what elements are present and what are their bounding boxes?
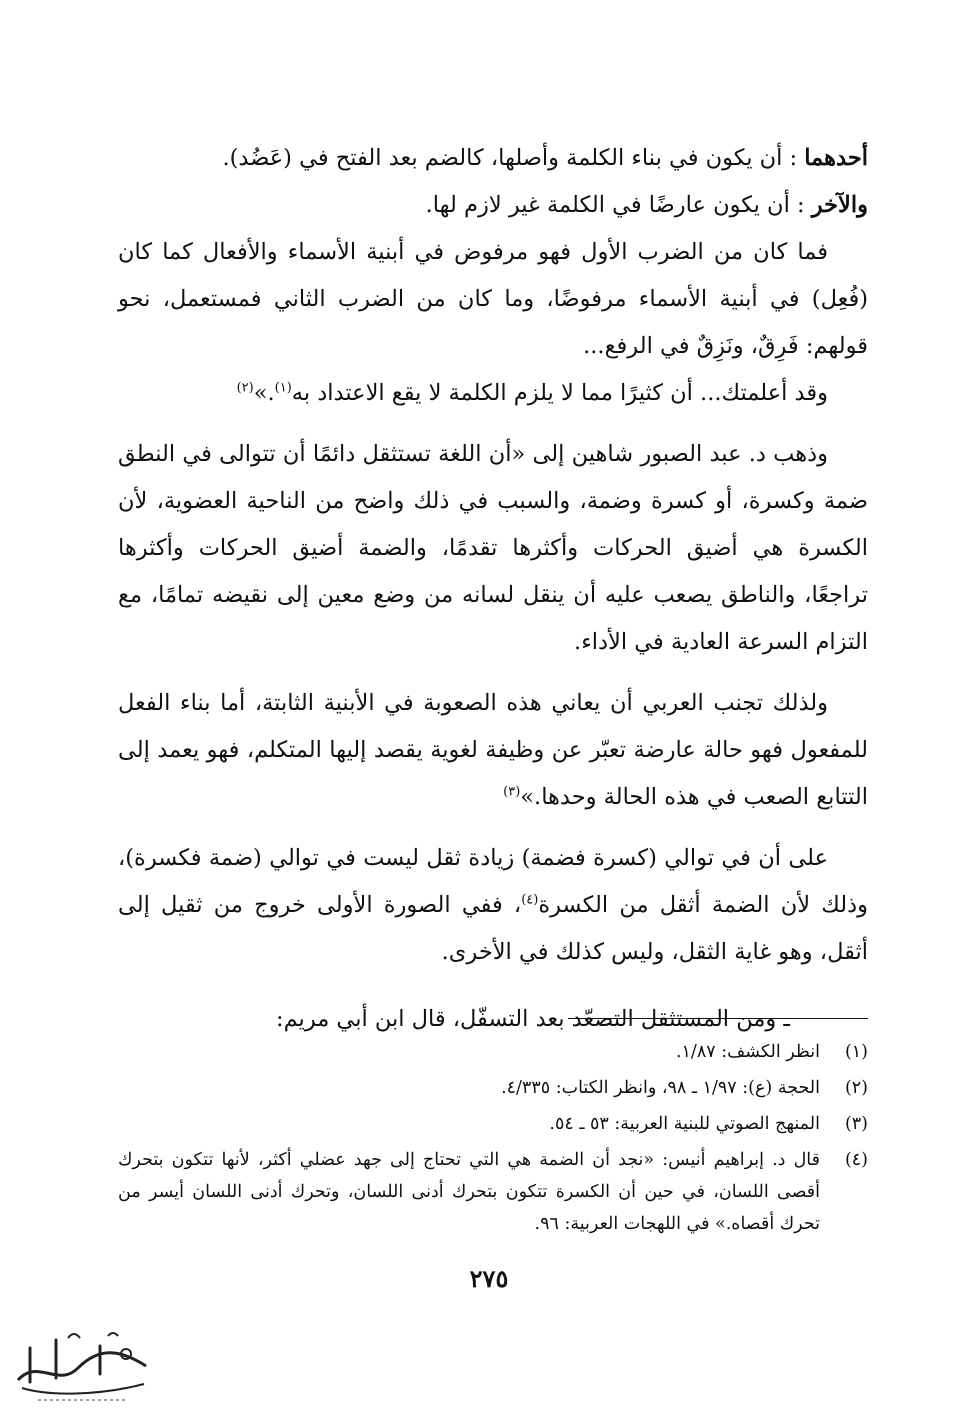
page-number: ٢٧٥ [469,1264,509,1293]
paragraph-text: فما كان من الضرب الأول فهو مرفوض في أبنية الأسماء والأفعال كما كان (فُعِل) في أبنية الأسماء مرفوضًا، وما كان من الضرب الثاني فمستعمل، نحو قولهم: فَرِقٌ، ونَزِقٌ في الرفع... [118,239,868,359]
footnote-number: (٢) [844,1078,868,1098]
paragraph-text: ولذلك تجنب العربي أن يعاني هذه الصعوبة في الأبنية الثابتة، أما بناء الفعل للمفعول فهو حالة عارضة تعبّر عن وظيفة لغوية يقصد إليها المتكلم، فهو يعمد إلى التتابع الصعب في هذه الحالة وحدها.» [118,690,868,810]
footnote-2 [118,1072,868,1104]
footnote-ref-2[interactable]: (٢) [236,380,254,396]
paragraph-4 [118,370,868,417]
paragraph-text: : أن يكون عارضًا في الكلمة غير لازم لها. [425,192,812,218]
paragraph-6 [118,680,868,821]
footnote-ref-1[interactable]: (١) [274,380,292,396]
footnote-ref-4[interactable]: (٤) [521,892,539,908]
paragraph-1 [118,135,868,182]
lead-word: والآخر [811,192,868,218]
footnote-text: الحجة (ع): ١/٩٧ ـ ٩٨، وانظر الكتاب: ٤/٣٣٥. [501,1078,820,1098]
paragraph-text: .» [253,380,275,406]
paragraph-text: ، ففي الصورة الأولى خروج من ثقيل إلى أثقل، وهو غاية الثقل، وليس كذلك في الأخرى. [118,892,868,965]
footnote-number: (١) [844,1042,868,1062]
calligraphy-stamp-icon [8,1318,156,1408]
footnote-number: (٤) [844,1150,868,1170]
footnote-text: المنهج الصوتي للبنية العربية: ٥٣ ـ ٥٤. [549,1114,820,1134]
paragraph-text: : أن يكون في بناء الكلمة وأصلها، كالضم بعد الفتح في (عَضُد). [222,145,805,171]
paragraph-text: وذهب د. عبد الصبور شاهين إلى «أن اللغة تستثقل دائمًا أن تتوالى في النطق ضمة وكسرة، أو كسرة وضمة، والسبب في ذلك واضح من الناحية العضوية، لأن الكسرة هي أضيق الحركات وأكثرها تقدمًا، والضمة أضيق الحركات وأكثرها تراجعًا، والناطق يصعب عليه أن ينقل لسانه من وضع معين إلى نقيضه تمامًا، مع التزام السرعة العادية في الأداء. [118,441,868,655]
paragraph-text: ـ ومن المستثقل التصعّد بعد التسفّل، قال ابن أبي مريم: [276,1006,790,1032]
paragraph-text: وقد أعلمتك... أن كثيرًا مما لا يلزم الكلمة لا يقع الاعتداد به [291,380,828,406]
footnote-ref-3[interactable]: (٣) [503,784,521,800]
paragraph-text: على أن في توالي (كسرة فضمة) زيادة ثقل ليست في توالي (ضمة فكسرة)، وذلك لأن الضمة أثقل من الكسرة [118,845,868,918]
footnote-text: قال د. إبراهيم أنيس: «نجد أن الضمة هي التي تحتاج إلى جهد عضلي أكثر، لأنها تتكون بتحرك أقصى اللسان، في حين أن الكسرة تتكون بتحرك أدنى اللسان، وتحرك أدنى اللسان أيسر من تحرك أقصاه.» في اللهجات العربية: ٩٦. [118,1150,820,1234]
paragraph-5 [118,431,868,666]
footnote-text: انظر الكشف: ١/٨٧. [675,1042,820,1062]
footnotes [118,1036,868,1244]
footnote-number: (٣) [844,1114,868,1134]
paragraph-2 [118,182,868,229]
footnote-divider [568,1018,868,1019]
footnote-3 [118,1108,868,1140]
paragraph-3 [118,229,868,370]
footnote-1 [118,1036,868,1068]
lead-word: أحدهما [804,145,868,171]
main-text [118,135,868,1043]
footnote-4 [118,1144,868,1240]
paragraph-7 [118,835,868,976]
